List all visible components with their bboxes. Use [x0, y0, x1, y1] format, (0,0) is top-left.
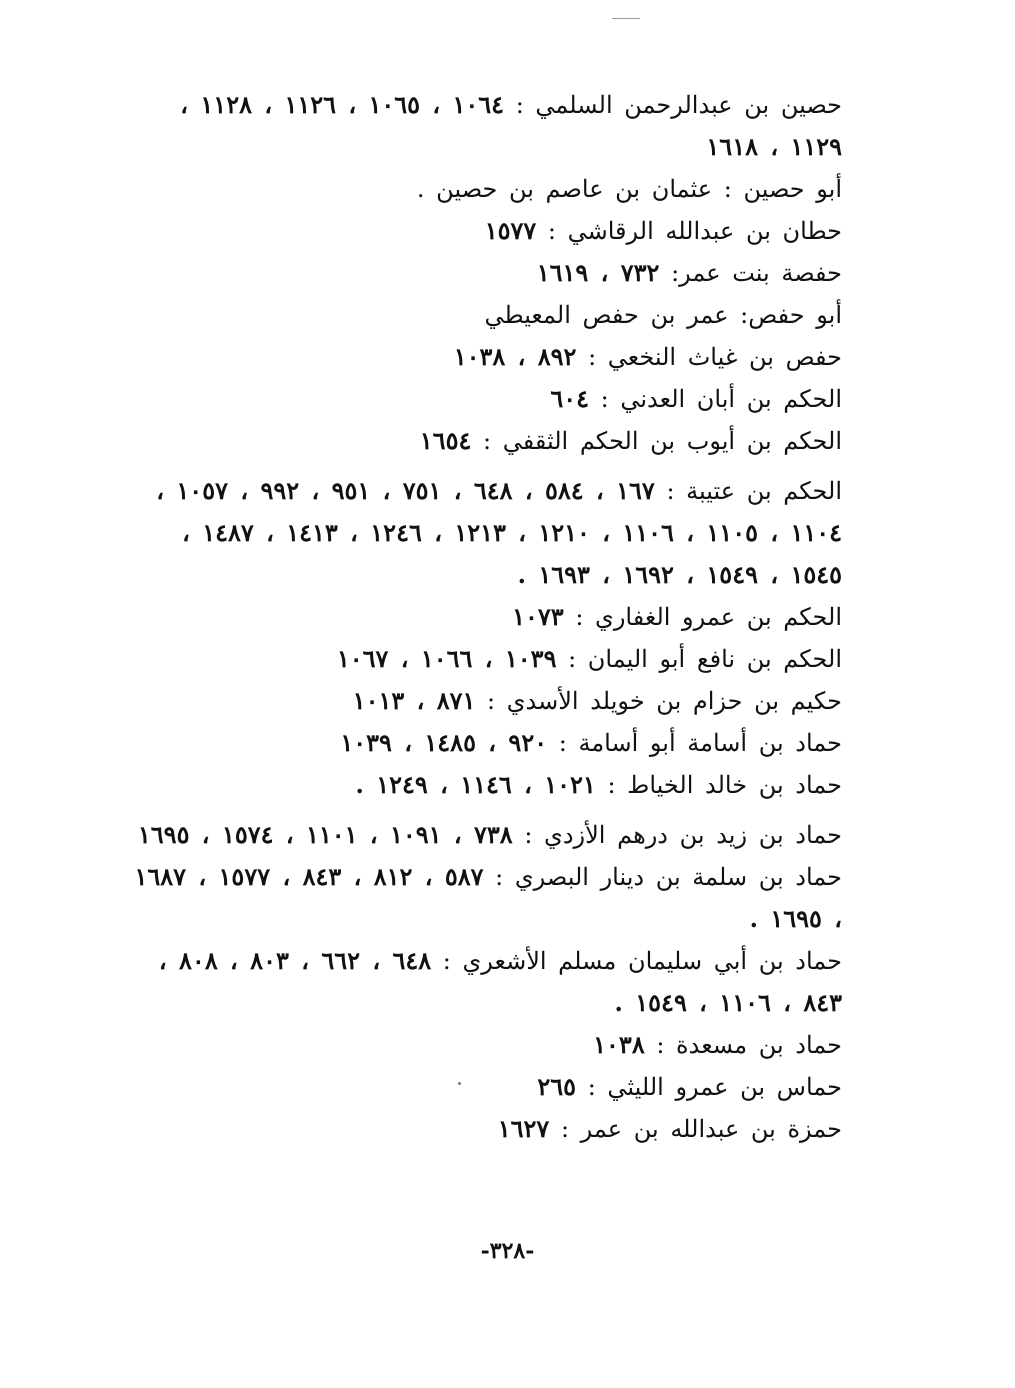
page-number: -٣٢٨-	[480, 1238, 535, 1264]
entry-name: حماد بن خالد الخياط :	[607, 771, 842, 799]
entry-name: أبو حفص: عمر بن حفص المعيطي	[484, 301, 842, 329]
index-entry	[120, 722, 842, 764]
page-top-mark	[612, 18, 640, 19]
entry-refs: ٩٢٠ ، ١٤٨٥ ، ١٠٣٩	[340, 728, 548, 757]
entry-refs: ٧٣٢ ، ١٦١٩	[536, 258, 660, 287]
index-entry	[120, 420, 842, 462]
entry-refs: ١٠٦٤ ، ١٠٦٥ ، ١١٢٦ ، ١١٢٨ ، ١١٢٩ ، ١٦١٨	[180, 90, 842, 161]
entry-refs: ١٦٥٤	[419, 426, 472, 455]
index-entry	[120, 84, 842, 168]
entry-refs: ١٥٧٧	[484, 216, 537, 245]
entry-name: الحكم بن عمرو الغفاري :	[575, 603, 842, 631]
entry-refs: ١٠٢١ ، ١١٤٦ ، ١٢٤٩ .	[355, 770, 596, 799]
index-entry	[120, 1024, 842, 1066]
entry-name: الحكم بن نافع أبو اليمان :	[568, 645, 842, 673]
index-entry	[120, 764, 842, 806]
entry-refs: ٨٧١ ، ١٠١٣	[352, 686, 476, 715]
entry-name: حماد بن أسامة أبو أسامة :	[558, 729, 842, 757]
entry-name: حمزة بن عبدالله بن عمر :	[560, 1115, 842, 1143]
entry-refs: ٨٩٢ ، ١٠٣٨	[453, 342, 577, 371]
entry-name: حطان بن عبدالله الرقاشي :	[547, 217, 842, 245]
entry-refs: ٢٦٥	[537, 1072, 577, 1101]
entry-name: حفص بن غياث النخعي :	[588, 343, 842, 371]
entry-refs: ١٦٧ ، ٥٨٤ ، ٦٤٨ ، ٧٥١ ، ٩٥١ ، ٩٩٢ ، ١٠٥٧ ، ١١٠٤ ، ١١٠٥ ، ١١٠٦ ، ١٢١٠ ، ١٢١٣ ، ١٢٤٦ ، ١٤١٣ ، ١٤٨٧ ، ١٥٤٥ ، ١٥٤٩ ، ١٦٩٢ ، ١٦٩٣ .	[156, 476, 842, 589]
entry-name: حصين بن عبدالرحمن السلمي :	[515, 91, 842, 119]
entry-refs: ١٠٣٩ ، ١٠٦٦ ، ١٠٦٧	[336, 644, 557, 673]
entry-refs: ١٦٢٧	[497, 1114, 550, 1143]
index-entry	[120, 1066, 842, 1108]
entry-refs: ٧٣٨ ، ١٠٩١ ، ١١٠١ ، ١٥٧٤ ، ١٦٩٥	[137, 820, 513, 849]
index-entry	[120, 940, 842, 1024]
index-entry	[120, 638, 842, 680]
entry-refs: ٦٤٨ ، ٦٦٢ ، ٨٠٣ ، ٨٠٨ ، ٨٤٣ ، ١١٠٦ ، ١٥٤٩ .	[158, 946, 842, 1017]
index-entry	[120, 252, 842, 294]
entry-name: حكيم بن حزام بن خويلد الأسدي :	[487, 687, 842, 715]
entry-name: حفصة بنت عمر:	[671, 259, 842, 287]
index-entry	[120, 596, 842, 638]
index-entry	[120, 168, 842, 210]
index-entry	[120, 210, 842, 252]
index-entry	[120, 680, 842, 722]
entry-refs: ٥٨٧ ، ٨١٢ ، ٨٤٣ ، ١٥٧٧ ، ١٦٨٧ ، ١٦٩٥ .	[134, 862, 842, 933]
entry-refs: ٦٠٤	[550, 384, 589, 413]
entry-name: أبو حصين : عثمان بن عاصم بن حصين .	[416, 175, 842, 203]
index-entry	[120, 294, 842, 336]
entry-name: حماس بن عمرو الليثي :	[587, 1073, 842, 1101]
index-page	[120, 84, 842, 1150]
entry-refs: ١٠٣٨	[593, 1030, 645, 1059]
entry-name: حماد بن مسعدة :	[656, 1031, 842, 1059]
entry-name: حماد بن أبي سليمان مسلم الأشعري :	[442, 947, 842, 975]
index-entry	[120, 856, 842, 940]
index-entry	[120, 814, 842, 856]
index-entry	[120, 378, 842, 420]
entry-name: حماد بن زيد بن درهم الأزدي :	[524, 821, 842, 849]
entry-name: الحكم بن أبان العدني :	[600, 385, 842, 413]
index-entry	[120, 1108, 842, 1150]
index-entry	[120, 470, 842, 596]
entry-name: الحكم بن أيوب بن الحكم الثقفي :	[482, 427, 842, 455]
entry-name: الحكم بن عتيبة :	[666, 477, 842, 505]
entry-refs: ١٠٧٣	[512, 602, 564, 631]
entry-name: حماد بن سلمة بن دينار البصري :	[495, 863, 842, 891]
index-entry	[120, 336, 842, 378]
